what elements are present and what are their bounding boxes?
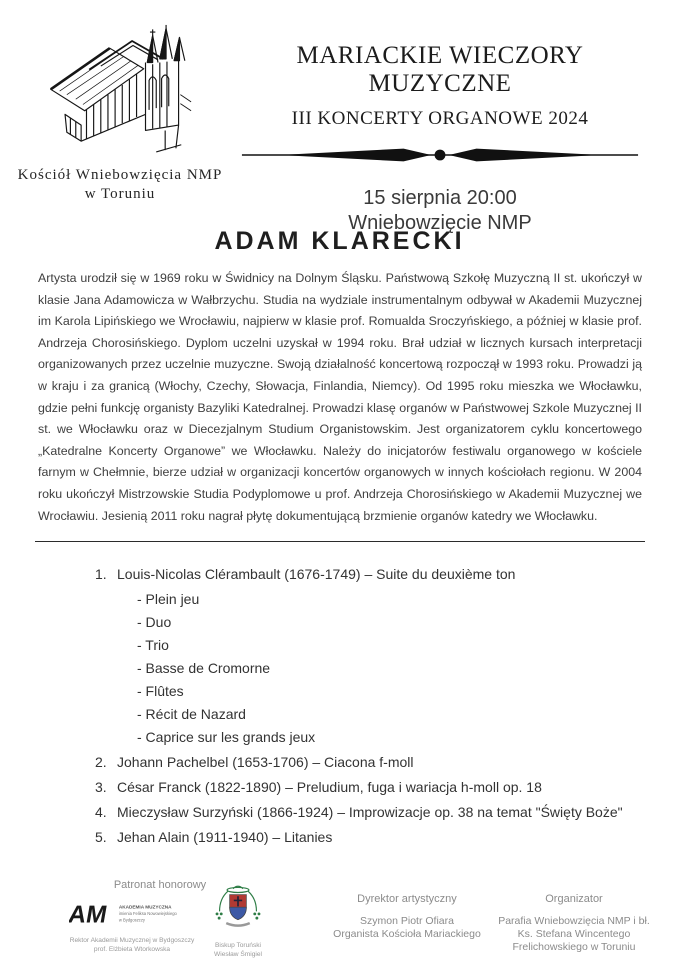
movement-item: - Flûtes xyxy=(137,683,184,699)
program-item-text: Louis-Nicolas Clérambault (1676-1749) – Suite du deuxième ton xyxy=(117,566,516,582)
event-title: MARIACKIE WIECZORY MUZYCZNE xyxy=(296,42,584,97)
organizer-label: Organizator xyxy=(545,893,603,905)
event-subtitle: III KONCERTY ORGANOWE 2024 xyxy=(291,108,589,129)
artistic-director-label: Dyrektor artystyczny xyxy=(357,893,457,905)
program-item xyxy=(95,775,640,800)
concert-date: 15 sierpnia 20:00 xyxy=(363,187,517,209)
bishop-crest-block xyxy=(198,882,278,959)
program-item-number: 5. xyxy=(95,829,107,845)
program-item xyxy=(95,825,640,850)
program-item-text: César Franck (1822-1890) – Preludium, fuga i wariacja h-moll op. 18 xyxy=(117,779,542,795)
am-logo-line2: imienia Feliksa Nowowiejskiego xyxy=(118,910,177,916)
am-monogram: AM xyxy=(69,901,110,929)
bishop-caption-line1: Biskup Toruński xyxy=(214,942,262,949)
concert-venue: Wniebowzięcie NMP xyxy=(348,212,532,234)
artistic-director-name: Szymon Piotr Ofiara xyxy=(360,915,454,927)
artistic-director-title: Organista Kościoła Mariackiego xyxy=(333,928,481,940)
movement-item: - Basse de Cromorne xyxy=(137,660,271,676)
program-item-text: Jehan Alain (1911-1940) – Litanies xyxy=(117,829,333,845)
bishop-caption xyxy=(198,942,278,959)
artist-bio xyxy=(38,268,642,527)
church-caption xyxy=(10,166,230,204)
program-separator xyxy=(35,541,645,542)
program-item-number: 3. xyxy=(95,779,107,795)
rector-caption-line2: prof. Elżbieta Wtorkowska xyxy=(93,945,171,953)
program-item-text: Mieczysław Surzyński (1866-1924) – Improwizacje op. 38 na temat "Święty Boże" xyxy=(117,804,623,820)
am-logo-line3: w Bydgoszczy xyxy=(118,917,145,923)
organizer-block xyxy=(486,893,662,954)
program-item xyxy=(95,750,640,775)
organizer-line2: Ks. Stefana Wincentego xyxy=(517,928,631,940)
movement-item: - Caprice sur les grands jeux xyxy=(137,729,316,745)
program-item-number: 4. xyxy=(95,804,107,820)
bishop-caption-line2: Wiesław Śmigiel xyxy=(214,950,262,958)
organizer-info xyxy=(486,915,662,954)
bishop-crest-icon xyxy=(211,882,265,934)
church-illustration xyxy=(40,18,192,166)
event-header xyxy=(232,42,648,235)
artistic-director-block xyxy=(318,893,496,941)
movement-list xyxy=(95,588,640,749)
movement-item: - Plein jeu xyxy=(137,591,200,607)
program-item xyxy=(95,562,640,587)
bio-paragraph-2: Od 1995 roku mieszka we Włocławku, gdzie pełni funkcję organisty Bazyliki Katedralnej. Prowadzi klasę organów w Państwowej Szkole Muzycznej II st. we Włocławku oraz w Diecezjalnym Studium Organistowskim. Jest organizatorem cyklu koncertowego „Katedralne Koncerty Organowe” we Włocławku. Należy do inicjatorów festiwalu organowego w kościele farnym w Chełmnie, bierze udział w organizacji koncertów organowych w innych kościołach regionu. W 2004 roku ukończył Mistrzowskie Studia Podyplomowe u prof. Andrzeja Chorosińskiego w Akademii Muzycznej we Wrocławiu. Jesienią 2011 roku nagrał płytę dokumentującą brzmienie organów katedry we Włocławku. xyxy=(38,378,642,523)
program-item-number: 1. xyxy=(95,566,107,582)
am-logo-line1: AKADEMIA MUZYCZNA xyxy=(118,904,172,910)
artistic-director-info xyxy=(318,915,496,941)
organizer-line3: Frelichowskiego w Toruniu xyxy=(512,941,636,953)
artist-name: ADAM KLARECKI xyxy=(214,227,465,255)
program-item xyxy=(95,800,640,825)
program-item-text: Johann Pachelbel (1653-1706) – Ciacona f-moll xyxy=(117,754,414,770)
rector-caption xyxy=(60,937,204,954)
movement-item: - Récit de Nazard xyxy=(137,706,246,722)
program-item-number: 2. xyxy=(95,754,107,770)
movement-item: - Duo xyxy=(137,614,172,630)
church-caption-line2: w Toruniu xyxy=(84,186,156,202)
rector-caption-line1: Rektor Akademii Muzycznej w Bydgoszczy xyxy=(69,937,195,944)
program-list xyxy=(95,562,640,850)
ornament-divider-icon xyxy=(238,143,642,167)
movement-item: - Trio xyxy=(137,637,169,653)
church-caption-line1: Kościół Wniebowzięcia NMP xyxy=(17,167,223,183)
music-academy-logo-block xyxy=(60,897,204,954)
organizer-line1: Parafia Wniebowzięcia NMP i bł. xyxy=(498,915,650,927)
music-academy-logo xyxy=(69,897,195,929)
bio-paragraph-1: Artysta urodził się w 1969 roku w Świdnicy na Dolnym Śląsku. Państwową Szkołę Muzyczną II st. ukończył w klasie Jana Adamowicza w Wałbrzychu. Studia na wydziale instrumentalnym odbywał w Akademii Muzycznej im Karola Lipińskiego we Wrocławiu, najpierw w klasie prof. Romualda Sroczyńskiego, a później w klasie prof. Andrzeja Chorosińskiego. Dyplom uczelni uzyskał w 1994 roku. Brał udział w licznych kursach interpretacji organizowanych przez uczelnie muzyczne. Swoją działalność koncertową rozpoczął w 1993 roku. Prowadzi ją w kraju i za granicą (Włochy, Czechy, Słowacja, Finlandia, Niemcy). xyxy=(38,271,642,393)
patronage-label: Patronat honorowy xyxy=(113,879,207,891)
